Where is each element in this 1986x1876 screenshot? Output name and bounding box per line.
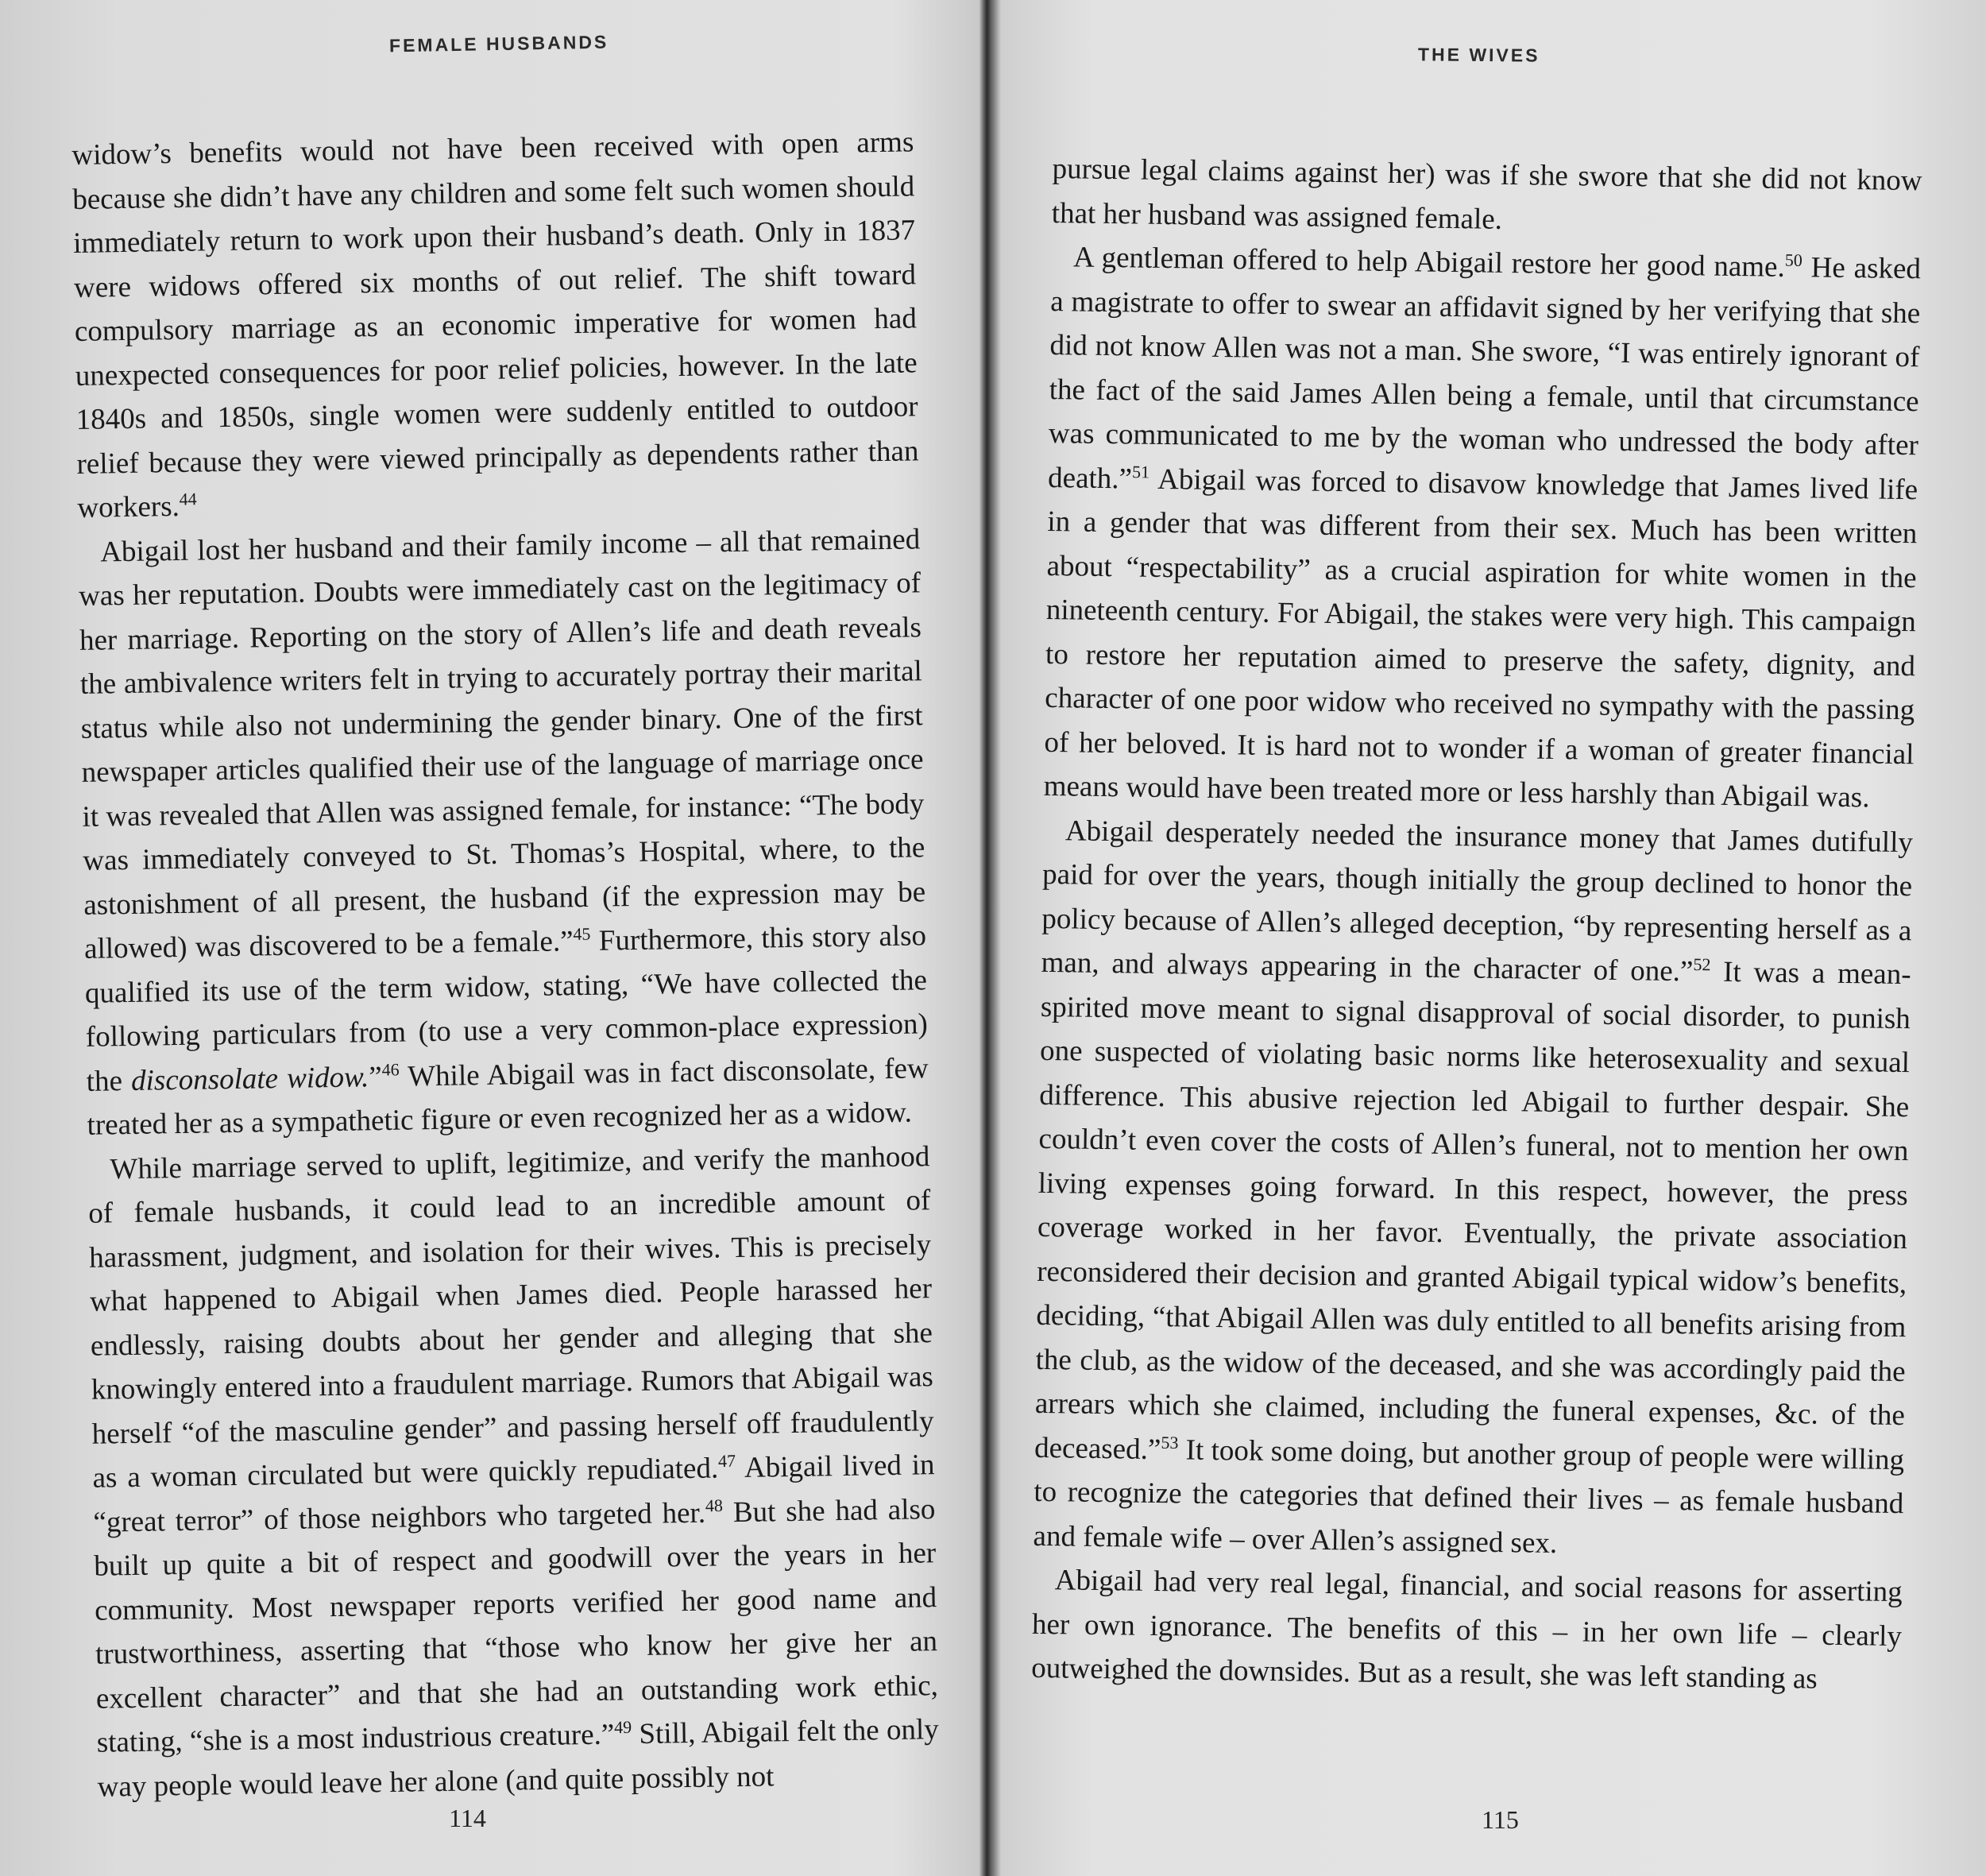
paragraph-text: But she had also built up quite a bit of respect and goodwill over the years in her community. Most newspaper reports verified her good name and trustworthiness, asserting that “those who know her give her an excellent character” and that she had an outstanding work ethic, stating, “she is a most industrious creature.” bbox=[94, 1492, 939, 1759]
footnote-marker: 46 bbox=[381, 1058, 400, 1080]
paragraph-text: widow’s benefits would not have been received with open arms because she didn’t have any children and some felt such women should immediately return to work upon their husband’s death. Only in 1837 were widows offered six months of out relief. The shift toward compulsory marriage as an economic imperative for women had unexpected consequences for poor relief policies, however. In the late 1840s and 1850s, single women were suddenly entitled to outdoor relief because they were viewed principally as dependents rather than workers. bbox=[71, 126, 919, 524]
paragraph-text: Still, Abigail felt the only way people would leave her alone (and quite possibly not bbox=[97, 1713, 939, 1804]
footnote-marker: 49 bbox=[613, 1716, 632, 1738]
paragraph-text: He asked a magistrate to offer to swear an affidavit signed by her verifying that she did not know Allen was not a man. She swore, “I was entirely ignorant of the fact of the said James Allen being a female, until that circumstance was communicated to me by the woman who undressed the body after death.” bbox=[1047, 251, 1922, 495]
italic-quote: disconsolate widow. bbox=[130, 1060, 369, 1097]
paragraph-text: pursue legal claims against her) was if she swore that she did not know that her husband was assigned female. bbox=[1051, 152, 1922, 236]
left-page bbox=[0, 0, 981, 1876]
paragraph-text: It took some doing, but another group of people were willing to recognize the categories that defined their lives – as female husband and female wife – over Allen’s assigned sex. bbox=[1033, 1433, 1905, 1560]
footnote-marker: 47 bbox=[717, 1450, 736, 1472]
paragraph bbox=[71, 120, 920, 530]
paragraph-text: While marriage served to uplift, legitimize, and verify the manhood of female husbands, it could lead to an incredible amount of harassment, judgment, and isolation for their wives. This is precisely what happened to Abigail when James died. People harassed her endlessly, raising doubts about her gender and alleging that she knowingly entered into a fraudulent marriage. Rumors that Abigail was herself “of the masculine gender” and passing herself off fraudulently as a woman circulated but were quickly repudiated. bbox=[88, 1139, 934, 1495]
body-text bbox=[71, 120, 940, 1808]
paragraph-text: Abigail had very real legal, financial, and social reasons for asserting her own ignorance. The benefits of this – in her own life – clearly outweighed the downsides. But as a result, she was left standing as bbox=[1030, 1564, 1903, 1696]
paragraph-text: Furthermore, this story also qualified its use of the term widow, stating, “We have collected the following particulars from (to use a very common-place expression) the bbox=[84, 919, 929, 1098]
running-head: FEMALE HUSBANDS bbox=[388, 31, 609, 56]
paragraph bbox=[1033, 808, 1913, 1570]
right-page bbox=[993, 0, 1986, 1876]
paragraph-text: ” bbox=[368, 1060, 383, 1093]
footnote-marker: 44 bbox=[179, 489, 197, 509]
paragraph bbox=[1031, 1558, 1903, 1703]
footnote-marker: 50 bbox=[1784, 249, 1803, 270]
paragraph-text: It was a mean-spirited move meant to signal disapproval of social disorder, to punish one suspected of violating basic norms like heterosexuality and sexual difference. This abusive rejection led Abigail to further despair. She couldn’t even cover the costs of Allen’s funeral, not to mention her own living expenses going forward. In this respect, however, the press coverage worked in her favor. Eventually, the private association reconsidered their decision and granted Abigail typical widow’s benefits, deciding, “that Abigail Allen was duly entitled to all benefits arising from the club, as the widow of the deceased, and she was accordingly paid the arrears which she claimed, including the funeral expenses, &c. of the deceased.” bbox=[1034, 955, 1911, 1466]
paragraph-text: Abigail desperately needed the insurance money that James dutifully paid for over the years, though initially the group declined to honor the policy because of Allen’s alleged deception, “by representing herself as a man, and always appearing in the character of one.” bbox=[1041, 814, 1914, 988]
paragraph bbox=[87, 1135, 940, 1809]
paragraph bbox=[1051, 147, 1922, 247]
footnote-marker: 51 bbox=[1131, 461, 1150, 482]
paragraph-text: A gentleman offered to help Abigail restore her good name. bbox=[1072, 241, 1786, 284]
body-text bbox=[1031, 147, 1922, 1703]
paragraph bbox=[1043, 235, 1921, 821]
running-head: THE WIVES bbox=[1417, 44, 1540, 66]
footnote-marker: 52 bbox=[1693, 954, 1711, 975]
footnote-marker: 53 bbox=[1161, 1432, 1179, 1452]
paragraph-text: Abigail lived in “great terror” of those neighbors who targeted her. bbox=[93, 1449, 935, 1539]
footnote-marker: 48 bbox=[705, 1495, 724, 1515]
paragraph-text: While Abigail was in fact disconsolate, few treated her as a sympathetic figure or even recognized her as a widow. bbox=[87, 1051, 929, 1142]
paragraph bbox=[78, 517, 929, 1148]
page-number: 114 bbox=[449, 1804, 486, 1832]
paragraph-text: Abigail lost her husband and their family income – all that remained was her reputation. Doubts were immediately cast on the legitimacy of her marriage. Reporting on the story of Allen’s life and death reveals the ambivalence writers felt in trying to accurately portray their marital status while also not undermining the gender binary. One of the first newspaper articles qualified their use of the language of marriage once it was revealed that Allen was assigned female, for instance: “The body was immediately conveyed to St. Thomas’s Hospital, where, to the astonishment of all present, the husband (if the expression may be allowed) was discovered to be a female.” bbox=[78, 522, 926, 965]
paragraph-text: Abigail was forced to disavow knowledge that James lived life in a gender that was different from their sex. Much has been written about “respectability” as a crucial aspiration for white women in the nineteenth century. For Abigail, the stakes were very high. This campaign to restore her reputation aimed to preserve the safety, dignity, and character of one poor widow who received no sympathy with the passing of her beloved. It is hard not to wonder if a woman of greater financial means would have been treated more or less harshly than Abigail was. bbox=[1043, 462, 1918, 814]
footnote-marker: 45 bbox=[573, 923, 591, 944]
page-number: 115 bbox=[1482, 1805, 1519, 1834]
